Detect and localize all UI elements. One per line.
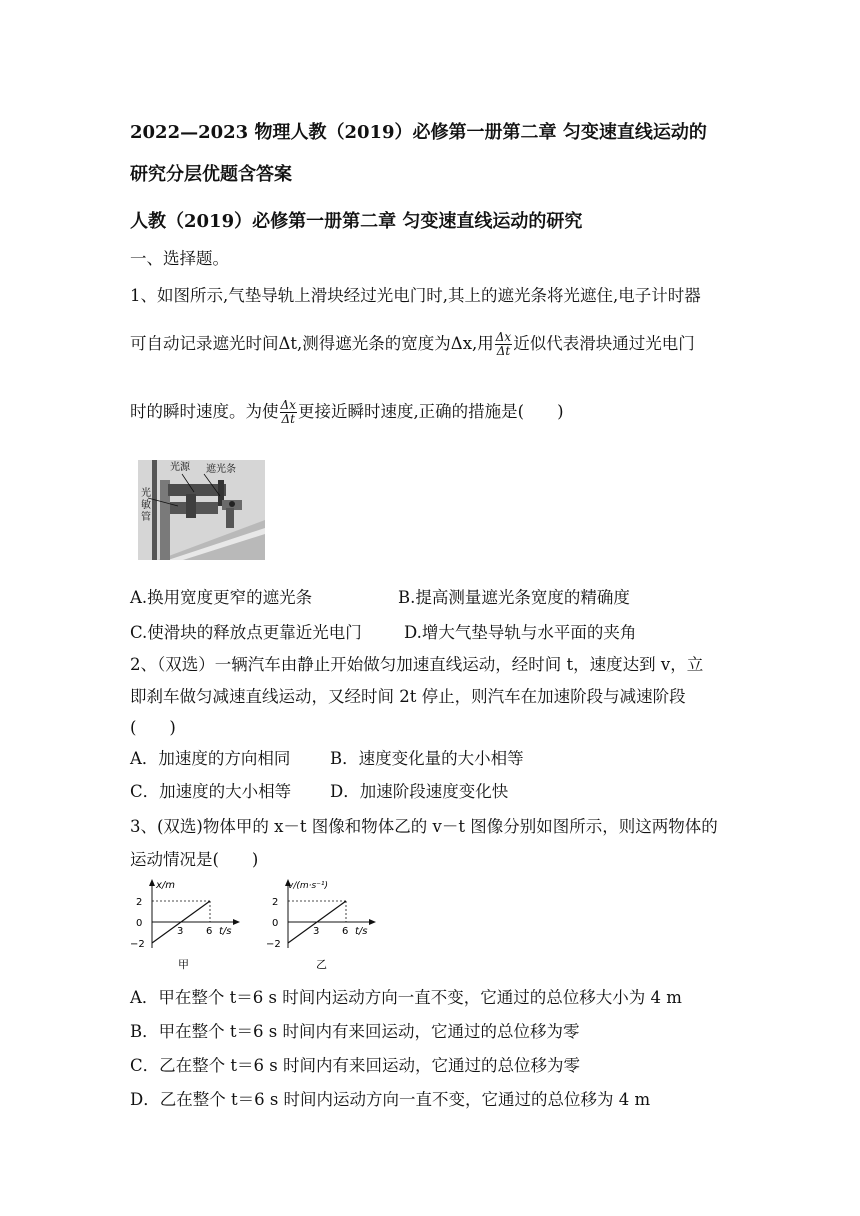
graph-jia bbox=[126, 876, 246, 972]
q3-option-b: B．甲在整个 t＝6 s 时间内有来回运动，它通过的总位移为零 bbox=[130, 1022, 580, 1041]
y-tick-2: 2 bbox=[272, 897, 279, 908]
q1-text-line-2-b: 近似代表滑块通过光电门 bbox=[513, 334, 695, 353]
graph-caption-jia: 甲 bbox=[178, 958, 189, 971]
q2-option-d: D．加速阶段速度变化快 bbox=[330, 782, 509, 801]
section-heading: 一、选择题。 bbox=[130, 249, 229, 268]
q1-option-d: D.增大气垫导轨与水平面的夹角 bbox=[404, 623, 637, 642]
q1-option-a: A.换用宽度更窄的遮光条 bbox=[130, 588, 313, 607]
chapter-heading: 人教（2019）必修第一册第二章 匀变速直线运动的研究 bbox=[130, 211, 583, 232]
q2-text-line-2: 即刹车做匀减速直线运动，又经时间 2t 停止，则汽车在加速阶段与减速阶段 bbox=[130, 687, 686, 706]
q3-option-a: A．甲在整个 t＝6 s 时间内运动方向一直不变，它通过的总位移大小为 4 m bbox=[130, 988, 682, 1007]
q1-option-b: B.提高测量遮光条宽度的精确度 bbox=[398, 588, 630, 607]
label-sensor-2: 敏 bbox=[141, 500, 151, 511]
y-tick-neg2: −2 bbox=[266, 939, 281, 950]
q1-text-line-2 bbox=[130, 330, 695, 358]
x-axis-label: t/s bbox=[219, 926, 232, 937]
q2-option-a: A．加速度的方向相同 bbox=[130, 749, 291, 768]
y-tick-0: 0 bbox=[272, 918, 279, 929]
q1-option-c: C.使滑块的释放点更靠近光电门 bbox=[130, 623, 362, 642]
label-shade-strip: 遮光条 bbox=[206, 464, 236, 475]
document-title-line-1: 2022—2023 物理人教（2019）必修第一册第二章 匀变速直线运动的 bbox=[130, 122, 707, 143]
label-light-source: 光源 bbox=[170, 462, 190, 473]
x-tick-3: 3 bbox=[313, 926, 320, 937]
q1-text-line-3 bbox=[130, 398, 564, 426]
q3-text-line-1: 3、(双选)物体甲的 x－t 图像和物体乙的 v－t 图像分别如图所示，则这两物体的 bbox=[130, 817, 718, 836]
q1-text-line-2-a: 可自动记录遮光时间Δt,测得遮光条的宽度为Δx,用 bbox=[130, 334, 494, 353]
q1-text-line-3-a: 时的瞬时速度。为使 bbox=[130, 402, 279, 421]
air-track-illustration bbox=[138, 460, 265, 560]
q3-option-d: D．乙在整个 t＝6 s 时间内运动方向一直不变，它通过的总位移为 4 m bbox=[130, 1090, 651, 1109]
air-track-photo bbox=[138, 460, 265, 560]
y-axis-label: x/m bbox=[156, 880, 176, 891]
y-tick-0: 0 bbox=[136, 918, 143, 929]
q2-option-c: C．加速度的大小相等 bbox=[130, 782, 292, 801]
y-tick-2: 2 bbox=[136, 897, 143, 908]
q1-text-line-3-b: 更接近瞬时速度,正确的措施是( ) bbox=[297, 402, 564, 421]
fraction-numerator: Δx bbox=[280, 398, 296, 412]
x-tick-3: 3 bbox=[177, 926, 184, 937]
fraction-dx-dt-2 bbox=[280, 399, 297, 426]
q3-text-line-2: 运动情况是( ) bbox=[130, 850, 259, 869]
fraction-denominator: Δt bbox=[281, 412, 295, 426]
x-axis-label: t/s bbox=[355, 926, 368, 937]
y-tick-neg2: −2 bbox=[130, 939, 145, 950]
label-sensor-3: 管 bbox=[141, 512, 151, 523]
y-axis-label: v/(m·s⁻¹) bbox=[288, 881, 329, 891]
x-axis-arrow bbox=[233, 919, 240, 925]
x-tick-6: 6 bbox=[342, 926, 349, 937]
graph-yi bbox=[262, 876, 384, 972]
q2-text-line-1: 2、（双选）一辆汽车由静止开始做匀加速直线运动，经时间 t，速度达到 v，立 bbox=[130, 655, 704, 674]
fraction-denominator: Δt bbox=[496, 344, 511, 358]
q3-option-c: C．乙在整个 t＝6 s 时间内有来回运动，它通过的总位移为零 bbox=[130, 1056, 580, 1075]
document-title-line-2: 研究分层优题含答案 bbox=[130, 164, 292, 185]
q2-option-b: B．速度变化量的大小相等 bbox=[330, 749, 524, 768]
y-axis-arrow bbox=[149, 879, 155, 886]
q2-text-line-3: ( ) bbox=[130, 718, 176, 737]
fraction-dx-dt bbox=[495, 331, 512, 358]
x-axis-arrow bbox=[369, 919, 376, 925]
graph-caption-yi: 乙 bbox=[316, 958, 327, 971]
label-sensor-1: 光 bbox=[141, 488, 151, 499]
q1-text-line-1: 1、如图所示,气垫导轨上滑块经过光电门时,其上的遮光条将光遮住,电子计时器 bbox=[130, 286, 701, 305]
fraction-numerator: Δx bbox=[495, 330, 512, 344]
x-tick-6: 6 bbox=[206, 926, 213, 937]
